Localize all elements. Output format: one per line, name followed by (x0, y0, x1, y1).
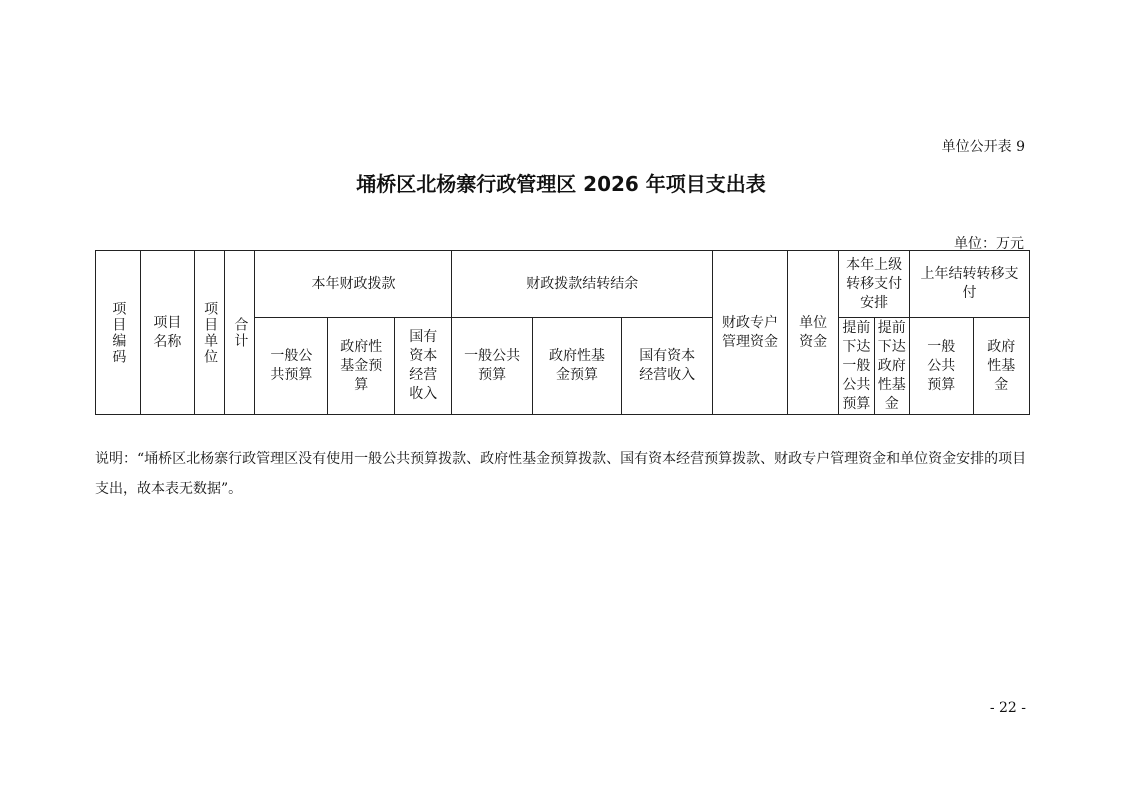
header-cur-gov-fund: 政府性基金预算 (328, 318, 395, 415)
header-unit-funds: 单位资金 (788, 251, 839, 415)
header-co-general: 一般公共预算 (452, 318, 532, 415)
header-group-superior-transfer: 本年上级转移支付安排 (839, 251, 910, 318)
header-sup-gov-fund: 提前下达政府性基金 (874, 318, 909, 415)
project-expenditure-table (95, 250, 1030, 415)
header-group-current-appropriation: 本年财政拨款 (255, 251, 452, 318)
header-cur-state-capital: 国有资本经营收入 (395, 318, 452, 415)
unit-label: 单位：万元 (954, 236, 1024, 252)
header-cur-general: 一般公共预算 (255, 318, 328, 415)
header-group-last-year-transfer: 上年结转转移支付 (910, 251, 1030, 318)
header-last-general: 一般公共预算 (910, 318, 974, 415)
header-project-unit: 项目单位 (195, 251, 225, 415)
header-project-code: 项目编码 (96, 251, 141, 415)
explanation-note: 说明：“埇桥区北杨寨行政管理区没有使用一般公共预算拨款、政府性基金预算拨款、国有资本经营预算拨款、财政专户管理资金和单位资金安排的项目支出，故本表无数据”。 (95, 451, 1027, 497)
header-co-gov-fund: 政府性基金预算 (532, 318, 622, 415)
header-sup-general: 提前下达一般公共预算 (839, 318, 874, 415)
form-number: 单位公开表 9 (941, 139, 1025, 155)
header-group-carryover: 财政拨款结转结余 (452, 251, 713, 318)
header-project-name: 项目名称 (140, 251, 194, 415)
page-title: 埇桥区北杨寨行政管理区 2026 年项目支出表 (356, 172, 766, 196)
header-last-gov-fund: 政府性基金 (973, 318, 1029, 415)
page-number: - 22 - (989, 700, 1026, 716)
header-co-state-capital: 国有资本经营收入 (622, 318, 713, 415)
header-special-account: 财政专户管理资金 (713, 251, 788, 415)
header-total: 合计 (225, 251, 255, 415)
